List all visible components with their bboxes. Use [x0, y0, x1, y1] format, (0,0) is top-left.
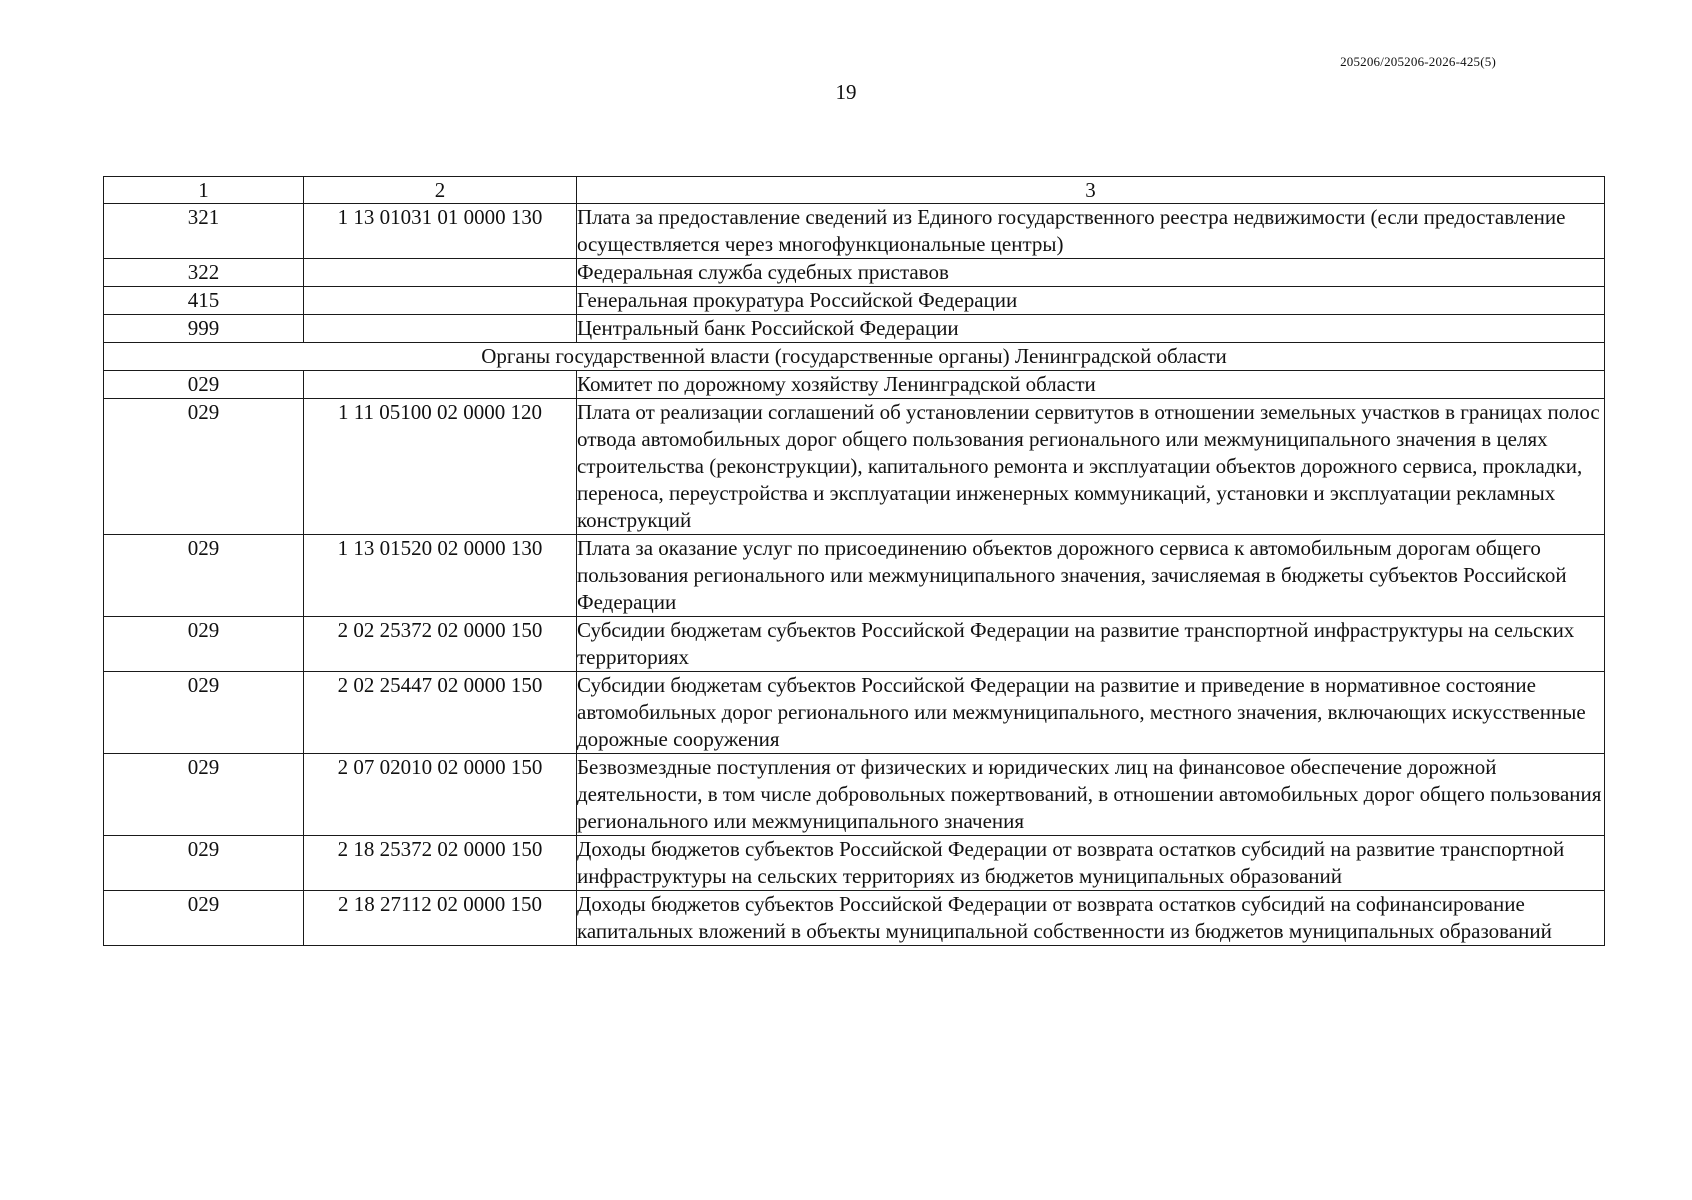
table-row	[104, 399, 1605, 535]
budget-code-cell: 1 13 01031 01 0000 130	[304, 204, 577, 259]
budget-code-cell: 1 13 01520 02 0000 130	[304, 535, 577, 617]
admin-code-cell: 029	[104, 836, 304, 891]
page-number: 19	[835, 80, 857, 104]
table-header-row	[104, 177, 1605, 204]
table-row	[104, 371, 1605, 399]
admin-code-cell: 029	[104, 535, 304, 617]
table-row	[104, 836, 1605, 891]
admin-code-cell: 029	[104, 617, 304, 672]
description-cell: Генеральная прокуратура Российской Федерации	[577, 287, 1605, 315]
table-row	[104, 287, 1605, 315]
admin-code-cell: 999	[104, 315, 304, 343]
description-cell: Доходы бюджетов субъектов Российской Федерации от возврата остатков субсидий на развитие транспортной инфраструктуры на сельских территориях из бюджетов муниципальных образований	[577, 836, 1605, 891]
table-row	[104, 617, 1605, 672]
column-header-1: 1	[104, 177, 304, 204]
budget-code-cell: 2 02 25372 02 0000 150	[304, 617, 577, 672]
budget-code-cell: 2 18 27112 02 0000 150	[304, 891, 577, 946]
budget-code-cell: 1 11 05100 02 0000 120	[304, 399, 577, 535]
admin-code-cell: 029	[104, 371, 304, 399]
description-cell: Федеральная служба судебных приставов	[577, 259, 1605, 287]
section-title: Органы государственной власти (государственные органы) Ленинградской области	[104, 343, 1605, 371]
budget-code-cell	[304, 287, 577, 315]
description-cell: Субсидии бюджетам субъектов Российской Федерации на развитие транспортной инфраструктуры на сельских территориях	[577, 617, 1605, 672]
table-row	[104, 672, 1605, 754]
admin-code-cell: 029	[104, 754, 304, 836]
income-codes-table	[103, 176, 1605, 946]
budget-code-cell	[304, 259, 577, 287]
description-cell: Доходы бюджетов субъектов Российской Федерации от возврата остатков субсидий на софинансирование капитальных вложений в объекты муниципальной собственности из бюджетов муниципальных образований	[577, 891, 1605, 946]
column-header-2: 2	[304, 177, 577, 204]
description-cell: Центральный банк Российской Федерации	[577, 315, 1605, 343]
admin-code-cell: 322	[104, 259, 304, 287]
description-cell: Комитет по дорожному хозяйству Ленинградской области	[577, 371, 1605, 399]
description-cell: Плата за предоставление сведений из Единого государственного реестра недвижимости (если предоставление осуществляется через многофункциональные центры)	[577, 204, 1605, 259]
admin-code-cell: 321	[104, 204, 304, 259]
section-row	[104, 343, 1605, 371]
table-row	[104, 891, 1605, 946]
table-row	[104, 259, 1605, 287]
table-row	[104, 204, 1605, 259]
admin-code-cell: 029	[104, 672, 304, 754]
admin-code-cell: 415	[104, 287, 304, 315]
admin-code-cell: 029	[104, 399, 304, 535]
description-cell: Плата за оказание услуг по присоединению объектов дорожного сервиса к автомобильным дорогам общего пользования регионального или межмуниципального значения, зачисляемая в бюджеты субъектов Российской Федерации	[577, 535, 1605, 617]
description-cell: Субсидии бюджетам субъектов Российской Федерации на развитие и приведение в нормативное состояние автомобильных дорог регионального или межмуниципального, местного значения, включающих искусственные дорожные сооружения	[577, 672, 1605, 754]
document-code: 205206/205206-2026-425(5)	[1340, 54, 1496, 69]
budget-code-cell: 2 18 25372 02 0000 150	[304, 836, 577, 891]
budget-code-cell: 2 02 25447 02 0000 150	[304, 672, 577, 754]
admin-code-cell: 029	[104, 891, 304, 946]
budget-code-cell: 2 07 02010 02 0000 150	[304, 754, 577, 836]
budget-code-cell	[304, 315, 577, 343]
table-row	[104, 535, 1605, 617]
table-body	[104, 177, 1605, 946]
table-row	[104, 315, 1605, 343]
description-cell: Безвозмездные поступления от физических и юридических лиц на финансовое обеспечение дорожной деятельности, в том числе добровольных пожертвований, в отношении автомобильных дорог общего пользования регионального или межмуниципального значения	[577, 754, 1605, 836]
table-row	[104, 754, 1605, 836]
budget-code-cell	[304, 371, 577, 399]
description-cell: Плата от реализации соглашений об установлении сервитутов в отношении земельных участков в границах полос отвода автомобильных дорог общего пользования регионального или межмуниципального значения в целях строительства (реконструкции), капитального ремонта и эксплуатации объектов дорожного сервиса, прокладки, переноса, переустройства и эксплуатации инженерных коммуникаций, установки и эксплуатации рекламных конструкций	[577, 399, 1605, 535]
column-header-3: 3	[577, 177, 1605, 204]
